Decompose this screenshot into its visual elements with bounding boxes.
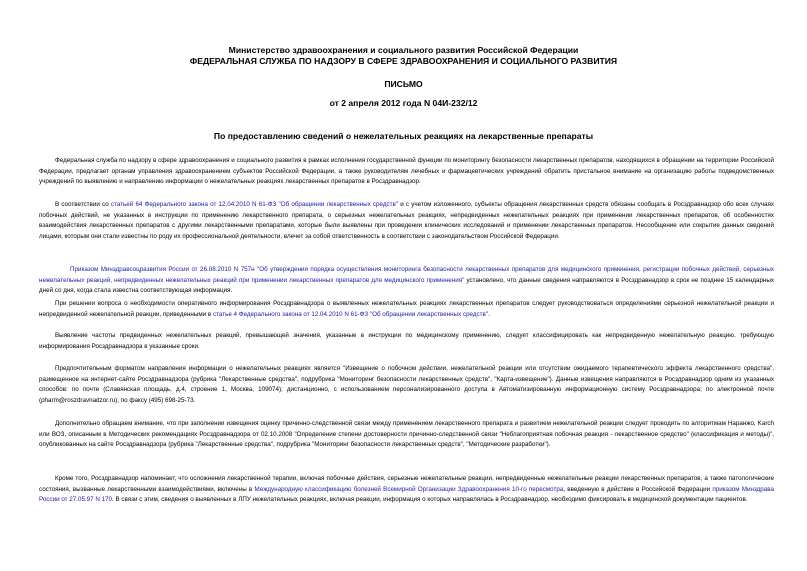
paragraph-8-text-end: . В связи с этим, сведения о выявленных в ЛПУ нежелательных реакциях, включая реакции, информация о которых направлялась в Росздравнадзор, необходимо фиксировать в медицинской документации пациентов. <box>112 496 748 504</box>
paragraph-2-text-end: и с учетом изложенного, субъекты обращения лекарственных средств обязаны сообщать в Росздравнадзор обо всех случаях побочных действий, не указанных в инструкции по применению лекарственного препарата, о серьезных нежелательных реакциях, непредвиденных нежелательных реакциях при применении лекарственных препаратов, об особенностях взаимодействия лекарственных препаратов с другими лекарственными препаратами, которые были выявлены при проведении клинических исследований и применении лекарственных препаратов. Несообщение или сокрытие данных сведений лицами, которым они стали известны по роду их профессиональной деятельности, влечет за собой ответственность в соответствии с законодательством Российской Федерации. <box>39 201 775 240</box>
document-type: ПИСЬМО <box>384 79 423 89</box>
paragraph-1 <box>39 156 774 188</box>
paragraph-4-text-end: . <box>488 310 490 318</box>
paragraph-8-text-start: Кроме того, Росздравнадзор напоминает, что осложнения лекарственной терапии, включая побочные действия, серьезные нежелательные реакции, непредвиденные нежелательные реакции лекарственных препаратов, а также патологические состояния, вызванные лекарственными взаимодействиями, включены в <box>39 475 774 493</box>
law-61-fz-article-64-link[interactable]: статьей 64 Федерального закона от 12.04.2010 N 61-ФЗ "Об обращении лекарственных средств" <box>110 201 399 208</box>
paragraph-3-text: установлено, что данные сведения направляются в Росздравнадзор в срок не позднее 15 календарных дней со дня, когда стала известна соответствующая информация. <box>39 276 774 295</box>
paragraph-6 <box>39 364 774 406</box>
paragraph-8-text-middle: , введенную в действие в Российской Федерации <box>563 485 713 493</box>
paragraph-7-text: Дополнительно обращаем внимание, что при заполнении извещения оценку причинно-следственной связи между применением лекарственного препарата и развитием нежелательной реакции следует проводить по алгоритмам Наранжо, Karch или ВОЗ, описанным в Методических рекомендациях Росздравнадзора от 02.10.2008 "Определение степени достоверности причинно-следственной связи "Неблагоприятная побочная реакция - лекарственное средство" (классификация и методы)", опубликованных на сайте Росздравнадзора (рубрика "Лекарственные средства", подрубрика "Мониторинг безопасности лекарственных средств", "Методические разработки"). <box>39 420 774 449</box>
icd-10-link[interactable]: Международную классификацию болезней Всемирной Организации Здравоохранения 10-го пересмотра <box>254 485 564 493</box>
service-name: ФЕДЕРАЛЬНАЯ СЛУЖБА ПО НАДЗОРУ В СФЕРЕ ЗДРАВООХРАНЕНИЯ И СОЦИАЛЬНОГО РАЗВИТИЯ <box>189 56 618 66</box>
paragraph-4-text-start: При решении вопроса о необходимости оперативного информирования Росздравнадзора о выявленных нежелательных реакциях лекарственных препаратов следует руководствоваться определениями серьезной нежелательной реакции и непредвиденной нежелательной реакции, приведенными в <box>39 300 774 318</box>
paragraph-8 <box>39 474 774 506</box>
paragraph-2-text-start: В соответствии со <box>55 201 111 208</box>
paragraph-5 <box>39 331 774 352</box>
paragraph-1-text: Федеральная служба по надзору в сфере здравоохранения и социального развития в рамках исполнения государственной функции по мониторингу безопасности лекарственных препаратов, находящихся в обращении на территории Российской Федерации, предлагает органам управления здравоохранением субъектов Российской Федерации, а также руководителям лечебных и фармацевтических учреждений обратить пристальное внимание на организацию работы подведомственных учреждений по выявлению и направлению информации о нежелательных реакциях лекарственных препаратов в Росздравнадзор. <box>39 157 774 186</box>
law-61-fz-article-4-link[interactable]: статье 4 Федерального закона от 12.04.2010 N 61-ФЗ "Об обращении лекарственных средств" <box>212 310 489 318</box>
document-subject: По предоставлению сведений о нежелательных реакциях на лекарственные препараты <box>213 131 594 141</box>
ministry-name: Министерство здравоохранения и социального развития Российской Федерации <box>228 45 579 55</box>
paragraph-6-text: Предпочтительным форматом направления информации о нежелательных реакциях является "Извещение о побочном действии, нежелательной реакции или отсутствии ожидаемого терапевтического эффекта лекарственного средства", размещенное на интернет-сайте Росздравнадзора (рубрика "Лекарственные средства", подрубрика "Мониторинг безопасности лекарственных средств", "Карта-извещение"). Данные извещения направляются в Росздравнадзор одним из указанных способов: по почте (Славянская площадь, д.4, строение 1, Москва, 109074); дистанционно, с использованием персонализированного доступа в Автоматизированную информационную систему Росздравнадзора; по электронной почте (pharm@roszdravnadzor.ru); по факсу (495) 698-25-73. <box>39 365 774 404</box>
paragraph-7 <box>39 419 774 451</box>
order-757n-link[interactable]: Приказом Минздравсоцразвития России от 26.08.2010 N 757н "Об утверждении порядка осуществления мониторинга безопасности лекарственных препаратов для медицинского применения, регистрации побочных действий, серьезных нежелательных реакций, непредвиденных нежелательных реакций при применении лекарственных препаратов для медицинского применения" <box>39 266 774 284</box>
document-date-number: от 2 апреля 2012 года N 04И-232/12 <box>329 98 478 108</box>
paragraph-2 <box>39 200 774 242</box>
paragraph-4 <box>39 299 774 320</box>
paragraph-3 <box>39 265 774 297</box>
paragraph-5-text: Выявление частоты предвиденных нежелательных реакций, превышающей значения, указанные в инструкции по медицинскому применению, следует классифицировать как непредвиденную нежелательную реакцию, требующую информирования Росздравнадзора в указанные сроки. <box>39 332 774 350</box>
order-170-link[interactable]: приказом Минздрава России от 27.05.97 N 170 <box>39 485 774 504</box>
